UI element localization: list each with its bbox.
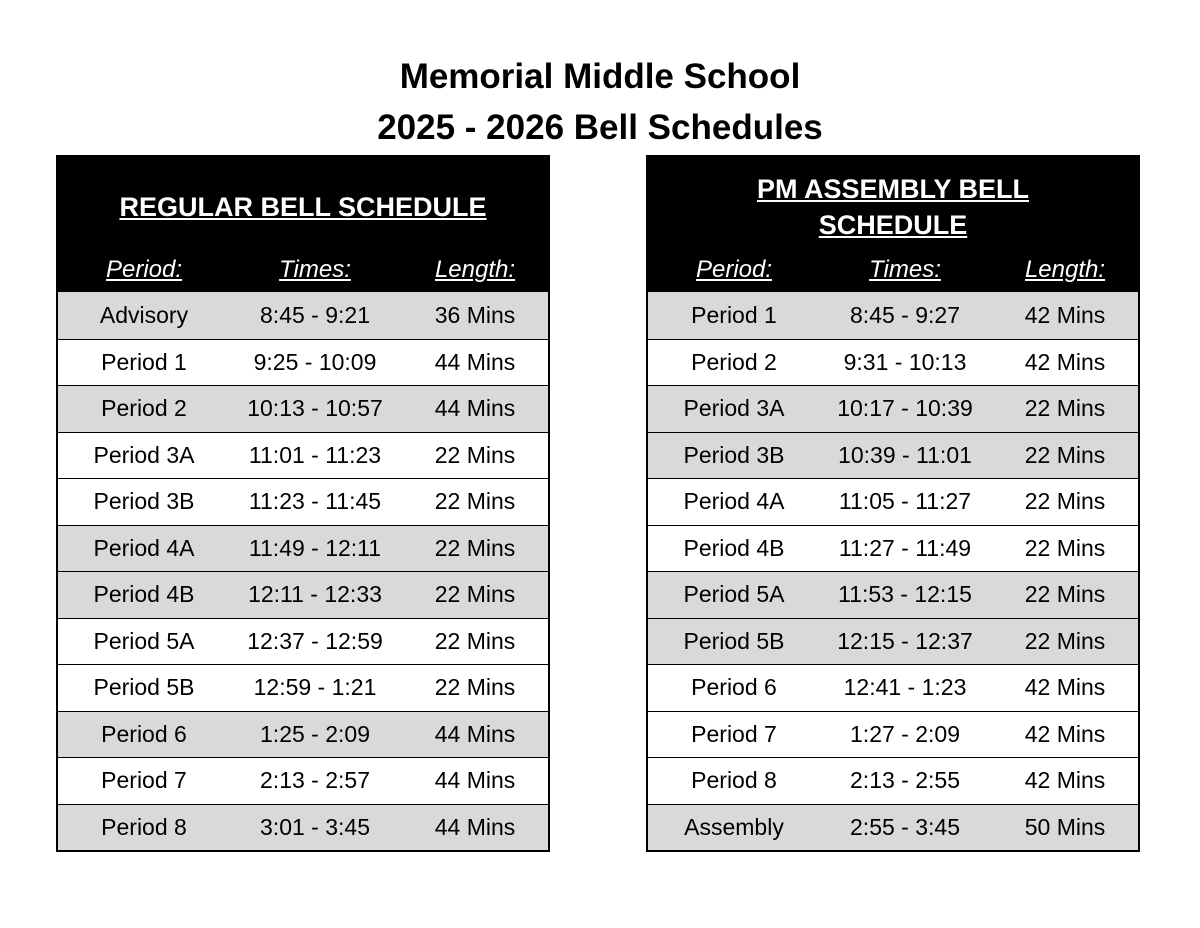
times-cell: 12:15 - 12:37 (837, 627, 973, 654)
period-cell: Period 6 (691, 674, 777, 701)
times-cell: 11:01 - 11:23 (248, 441, 382, 468)
length-cell: 36 Mins (434, 301, 516, 328)
table-row (58, 292, 548, 339)
times-cell: 10:13 - 10:57 (247, 395, 383, 422)
table-row (58, 664, 548, 711)
schedule-year-title: 2025 - 2026 Bell Schedules (377, 108, 823, 147)
period-cell: Period 4B (683, 534, 785, 561)
table-row (58, 711, 548, 758)
length-cell: 22 Mins (434, 627, 516, 654)
table-row (58, 432, 548, 479)
column-header-period: Period: (695, 256, 773, 283)
period-cell: Period 4B (93, 581, 195, 608)
period-cell: Period 5B (683, 627, 785, 654)
length-cell: 42 Mins (1024, 767, 1106, 794)
length-cell: 42 Mins (1024, 720, 1106, 747)
regular-bell-schedule-table (56, 155, 550, 852)
length-cell: 44 Mins (434, 720, 516, 747)
length-cell: 22 Mins (434, 581, 516, 608)
column-header-times: Times: (279, 256, 351, 283)
times-cell: 11:49 - 12:11 (248, 534, 382, 561)
table-row (648, 804, 1138, 851)
period-cell: Assembly (684, 813, 784, 840)
length-cell: 42 Mins (1024, 674, 1106, 701)
table-body (648, 292, 1138, 850)
length-cell: 42 Mins (1024, 348, 1106, 375)
table-header (58, 155, 548, 292)
length-cell: 44 Mins (434, 348, 516, 375)
period-cell: Period 8 (101, 813, 187, 840)
period-cell: Period 6 (101, 720, 187, 747)
times-cell: 8:45 - 9:21 (260, 301, 370, 328)
length-cell: 22 Mins (1024, 395, 1106, 422)
times-cell: 10:39 - 11:01 (838, 441, 972, 468)
period-cell: Period 3A (683, 395, 785, 422)
table-row (58, 571, 548, 618)
length-cell: 42 Mins (1024, 301, 1106, 328)
table-row (58, 525, 548, 572)
table-row (648, 757, 1138, 804)
times-cell: 1:25 - 2:09 (260, 720, 370, 747)
table-row (648, 664, 1138, 711)
school-name: Memorial Middle School (399, 57, 801, 96)
length-cell: 44 Mins (434, 395, 516, 422)
table-row (58, 478, 548, 525)
table-row (648, 711, 1138, 758)
table-row (648, 432, 1138, 479)
times-cell: 9:25 - 10:09 (253, 348, 377, 375)
table-row (648, 292, 1138, 339)
table-row (648, 525, 1138, 572)
times-cell: 11:27 - 11:49 (838, 534, 972, 561)
length-cell: 22 Mins (1024, 627, 1106, 654)
times-cell: 11:53 - 12:15 (838, 581, 972, 608)
period-cell: Period 7 (691, 720, 777, 747)
period-cell: Period 5B (93, 674, 195, 701)
period-cell: Period 2 (691, 348, 777, 375)
times-cell: 3:01 - 3:45 (260, 813, 370, 840)
length-cell: 44 Mins (434, 767, 516, 794)
period-cell: Period 1 (691, 301, 777, 328)
period-cell: Period 5A (683, 581, 785, 608)
times-cell: 12:59 - 1:21 (253, 674, 377, 701)
period-cell: Period 4A (93, 534, 195, 561)
times-cell: 10:17 - 10:39 (837, 395, 973, 422)
table-row (648, 385, 1138, 432)
length-cell: 22 Mins (434, 534, 516, 561)
table-row (648, 571, 1138, 618)
table-row (648, 618, 1138, 665)
column-header-length: Length: (1024, 256, 1106, 283)
times-cell: 1:27 - 2:09 (850, 720, 960, 747)
table-row (648, 478, 1138, 525)
pm-assembly-bell-schedule-table (646, 155, 1140, 852)
length-cell: 50 Mins (1024, 813, 1106, 840)
table-header (648, 155, 1138, 292)
period-cell: Period 3B (93, 488, 195, 515)
column-header-times: Times: (869, 256, 941, 283)
length-cell: 22 Mins (434, 488, 516, 515)
period-cell: Period 8 (691, 767, 777, 794)
table-row (58, 804, 548, 851)
table-body (58, 292, 548, 850)
column-header-period: Period: (105, 256, 183, 283)
length-cell: 22 Mins (1024, 581, 1106, 608)
times-cell: 2:13 - 2:57 (260, 767, 370, 794)
table-heading: REGULAR BELL SCHEDULE (119, 192, 487, 222)
times-cell: 9:31 - 10:13 (843, 348, 967, 375)
period-cell: Period 5A (93, 627, 195, 654)
table-row (58, 339, 548, 386)
period-cell: Period 3B (683, 441, 785, 468)
table-row (58, 757, 548, 804)
table-row (648, 339, 1138, 386)
table-row (58, 385, 548, 432)
times-cell: 11:05 - 11:27 (838, 488, 972, 515)
table-row (58, 618, 548, 665)
period-cell: Period 2 (101, 395, 187, 422)
period-cell: Period 4A (683, 488, 785, 515)
length-cell: 22 Mins (434, 674, 516, 701)
length-cell: 22 Mins (1024, 534, 1106, 561)
period-cell: Period 3A (93, 441, 195, 468)
times-cell: 12:37 - 12:59 (247, 627, 383, 654)
period-cell: Period 7 (101, 767, 187, 794)
times-cell: 11:23 - 11:45 (248, 488, 382, 515)
times-cell: 2:55 - 3:45 (850, 813, 960, 840)
column-header-length: Length: (434, 256, 516, 283)
times-cell: 2:13 - 2:55 (850, 767, 960, 794)
times-cell: 8:45 - 9:27 (850, 301, 960, 328)
length-cell: 22 Mins (1024, 441, 1106, 468)
table-heading: PM ASSEMBLY BELL SCHEDULE (756, 174, 1030, 240)
period-cell: Advisory (99, 301, 189, 328)
length-cell: 22 Mins (1024, 488, 1106, 515)
times-cell: 12:11 - 12:33 (248, 581, 382, 608)
length-cell: 44 Mins (434, 813, 516, 840)
length-cell: 22 Mins (434, 441, 516, 468)
period-cell: Period 1 (101, 348, 187, 375)
times-cell: 12:41 - 1:23 (843, 674, 967, 701)
